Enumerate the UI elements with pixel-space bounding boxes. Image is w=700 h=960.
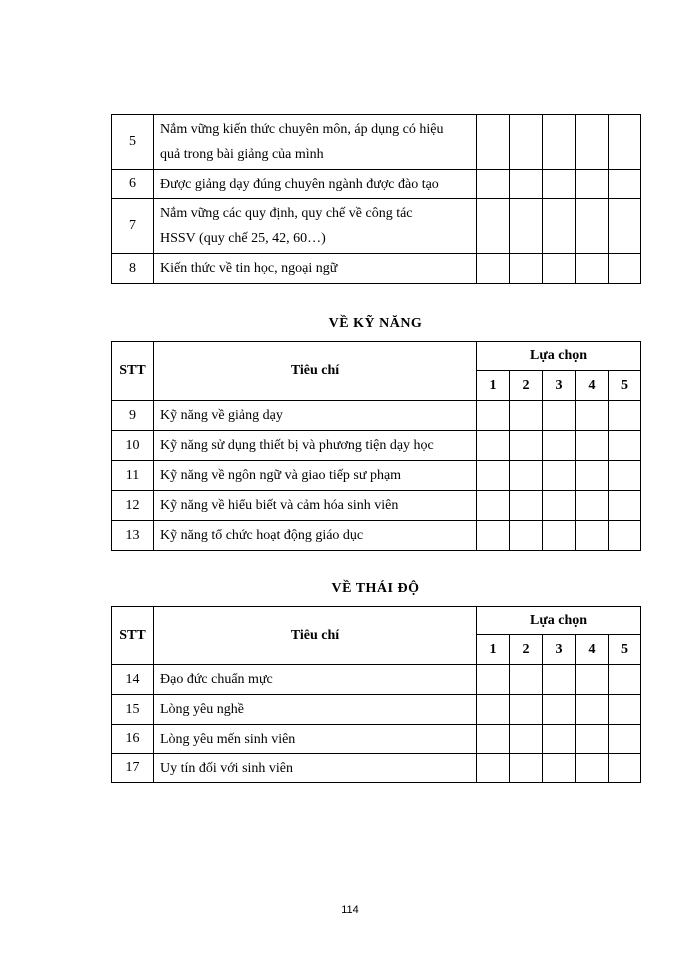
choice-cell-2[interactable] [510,461,543,491]
choice-cell-2[interactable] [510,521,543,551]
choice-cell-5[interactable] [609,170,641,199]
choice-cell-2[interactable] [510,401,543,431]
option-4: 4 [576,635,609,665]
criterion-text: Kỹ năng tổ chức hoạt động giáo dục [154,521,477,551]
choice-cell-5[interactable] [609,665,641,695]
knowledge-table-continued [111,114,641,284]
choice-cell-1[interactable] [477,491,510,521]
choice-cell-4[interactable] [576,665,609,695]
table-row [112,199,641,254]
table-row [112,695,641,725]
option-2: 2 [510,371,543,401]
choice-cell-1[interactable] [477,199,510,254]
choice-cell-5[interactable] [609,754,641,783]
choice-cell-4[interactable] [576,695,609,725]
choice-cell-2[interactable] [510,695,543,725]
criterion-text: Kỹ năng sử dụng thiết bị và phương tiện dạy học [154,431,477,461]
row-number: 16 [112,725,154,754]
header-criteria: Tiêu chí [154,607,477,665]
choice-cell-2[interactable] [510,254,543,284]
choice-cell-3[interactable] [543,695,576,725]
choice-cell-1[interactable] [477,401,510,431]
choice-cell-2[interactable] [510,199,543,254]
choice-cell-4[interactable] [576,491,609,521]
row-number: 12 [112,491,154,521]
criterion-text: Kỹ năng về giảng dạy [154,401,477,431]
table-row [112,401,641,431]
choice-cell-1[interactable] [477,115,510,170]
row-number: 14 [112,665,154,695]
choice-cell-5[interactable] [609,521,641,551]
choice-cell-4[interactable] [576,725,609,754]
table-row [112,170,641,199]
row-number: 5 [112,115,154,170]
header-row [112,342,641,371]
choice-cell-3[interactable] [543,115,576,170]
table-row [112,725,641,754]
choice-cell-3[interactable] [543,199,576,254]
option-1: 1 [477,371,510,401]
choice-cell-4[interactable] [576,199,609,254]
choice-cell-2[interactable] [510,665,543,695]
option-4: 4 [576,371,609,401]
choice-cell-5[interactable] [609,254,641,284]
table-row [112,115,641,170]
row-number: 9 [112,401,154,431]
option-2: 2 [510,635,543,665]
header-criteria: Tiêu chí [154,342,477,401]
option-5: 5 [609,635,641,665]
choice-cell-4[interactable] [576,461,609,491]
choice-cell-5[interactable] [609,725,641,754]
choice-cell-1[interactable] [477,725,510,754]
choice-cell-5[interactable] [609,199,641,254]
choice-cell-3[interactable] [543,170,576,199]
row-number: 15 [112,695,154,725]
table-row [112,754,641,783]
choice-cell-1[interactable] [477,254,510,284]
choice-cell-5[interactable] [609,461,641,491]
row-number: 6 [112,170,154,199]
attitude-table [111,606,641,783]
row-number: 11 [112,461,154,491]
choice-cell-4[interactable] [576,401,609,431]
table-row [112,491,641,521]
choice-cell-4[interactable] [576,754,609,783]
row-number: 8 [112,254,154,284]
choice-cell-3[interactable] [543,491,576,521]
criterion-text: Nắm vững các quy định, quy chế về công tác HSSV (quy chế 25, 42, 60…) [154,199,477,254]
table-row [112,431,641,461]
choice-cell-3[interactable] [543,461,576,491]
choice-cell-2[interactable] [510,725,543,754]
criterion-text: Kỹ năng về ngôn ngữ và giao tiếp sư phạm [154,461,477,491]
criterion-text: Đạo đức chuẩn mực [154,665,477,695]
choice-cell-2[interactable] [510,170,543,199]
choice-cell-5[interactable] [609,401,641,431]
row-number: 17 [112,754,154,783]
table-row [112,461,641,491]
header-stt: STT [112,342,154,401]
choice-cell-1[interactable] [477,431,510,461]
choice-cell-5[interactable] [609,115,641,170]
option-5: 5 [609,371,641,401]
choice-cell-5[interactable] [609,431,641,461]
criterion-text: Uy tín đối với sinh viên [154,754,477,783]
page-number: 114 [341,904,359,916]
row-number: 7 [112,199,154,254]
choice-cell-4[interactable] [576,521,609,551]
choice-cell-3[interactable] [543,401,576,431]
criterion-text: Lòng yêu mến sinh viên [154,725,477,754]
row-number: 10 [112,431,154,461]
header-choice: Lựa chọn [477,607,641,635]
choice-cell-5[interactable] [609,695,641,725]
section-title-skills: VỀ KỸ NĂNG [328,316,423,331]
choice-cell-2[interactable] [510,754,543,783]
choice-cell-1[interactable] [477,695,510,725]
choice-cell-3[interactable] [543,725,576,754]
criterion-text: Nắm vững kiến thức chuyên môn, áp dụng có hiệu quả trong bài giảng của mình [154,115,477,170]
choice-cell-1[interactable] [477,461,510,491]
option-3: 3 [543,371,576,401]
choice-cell-2[interactable] [510,115,543,170]
header-row [112,607,641,635]
header-stt: STT [112,607,154,665]
choice-cell-4[interactable] [576,431,609,461]
choice-cell-4[interactable] [576,254,609,284]
choice-cell-1[interactable] [477,665,510,695]
choice-cell-3[interactable] [543,521,576,551]
choice-cell-1[interactable] [477,521,510,551]
criterion-text: Được giảng dạy đúng chuyên ngành được đào tạo [154,170,477,199]
criterion-text: Kỹ năng về hiểu biết và cảm hóa sinh viên [154,491,477,521]
choice-cell-3[interactable] [543,431,576,461]
choice-cell-3[interactable] [543,254,576,284]
choice-cell-4[interactable] [576,115,609,170]
option-3: 3 [543,635,576,665]
choice-cell-1[interactable] [477,754,510,783]
choice-cell-4[interactable] [576,170,609,199]
section-title-attitude: VỀ THÁI ĐỘ [331,581,420,596]
table-row [112,665,641,695]
criterion-text: Lòng yêu nghề [154,695,477,725]
choice-cell-2[interactable] [510,491,543,521]
skills-table [111,341,641,551]
criterion-text: Kiến thức về tin học, ngoại ngữ [154,254,477,284]
header-choice: Lựa chọn [477,342,641,371]
choice-cell-3[interactable] [543,754,576,783]
table-row [112,521,641,551]
choice-cell-2[interactable] [510,431,543,461]
choice-cell-3[interactable] [543,665,576,695]
row-number: 13 [112,521,154,551]
table-row [112,254,641,284]
choice-cell-5[interactable] [609,491,641,521]
choice-cell-1[interactable] [477,170,510,199]
option-1: 1 [477,635,510,665]
